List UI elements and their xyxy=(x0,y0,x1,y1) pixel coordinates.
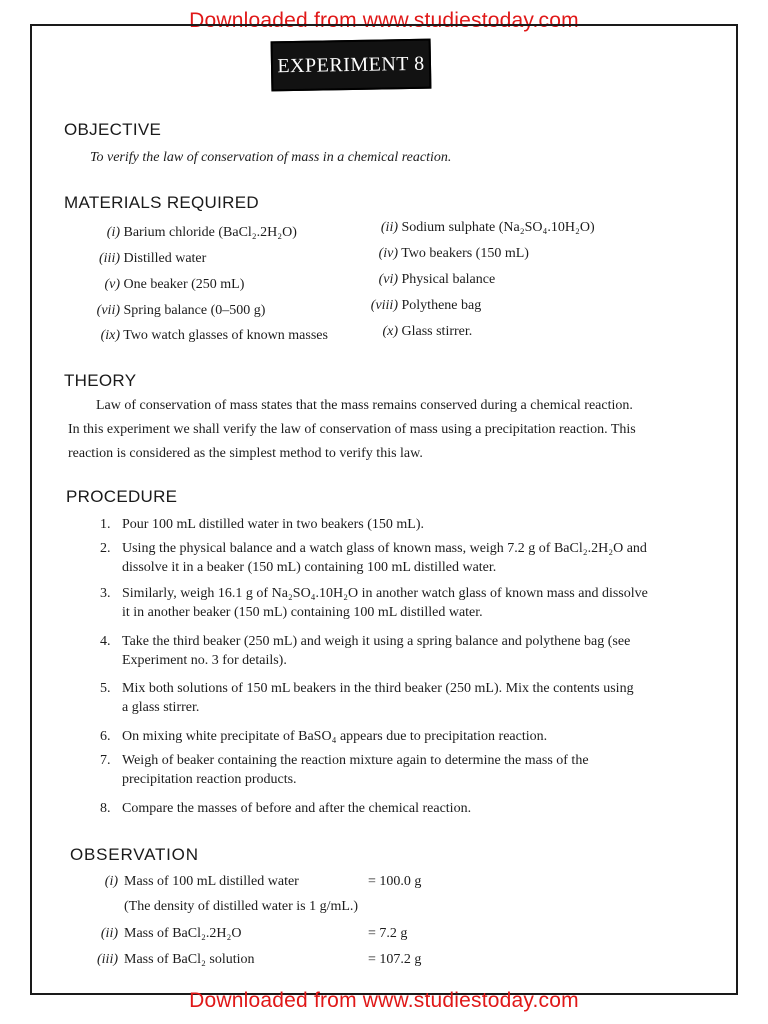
procedure-step: 3. Similarly, weigh 16.1 g of Na₂SO₄.10H₂O in another watch glass of known mass and dissolve it in another beaker (150 mL) containing 100 mL distilled water. xyxy=(100,586,648,620)
material-item: (v) One beaker (250 mL) xyxy=(104,277,245,292)
observation-row: (i) Mass of 100 mL distilled water = 100.0 g xyxy=(104,874,422,889)
material-item: (x) Glass stirrer. xyxy=(382,324,473,339)
procedure-step: 6. On mixing white precipitate of BaSO₄ appears due to precipitation reaction. xyxy=(100,729,548,744)
objective-text: To verify the law of conservation of mass in a chemical reaction. xyxy=(90,150,452,165)
download-banner-bottom: Downloaded from www.studiestoday.com xyxy=(189,989,579,1012)
observation-row: (ii) Mass of BaCl₂.2H₂O = 7.2 g xyxy=(100,926,408,941)
material-item: (iii) Distilled water xyxy=(99,251,207,266)
theory-heading: THEORY xyxy=(64,371,137,390)
material-item: (ii) Sodium sulphate (Na₂SO₄.10H₂O) xyxy=(380,220,595,235)
procedure-step: 4. Take the third beaker (250 mL) and weigh it using a spring balance and polythene bag (see Experiment no. 3 for details). xyxy=(100,634,631,668)
experiment-title: EXPERIMENT 8 xyxy=(277,52,425,77)
procedure-heading: PROCEDURE xyxy=(66,487,178,506)
observation-note: (The density of distilled water is 1 g/mL.) xyxy=(124,899,359,914)
experiment-title-tab xyxy=(271,39,432,92)
procedure-step: 8. Compare the masses of before and after the chemical reaction. xyxy=(100,801,472,816)
observation-row: (iii) Mass of BaCl₂ solution = 107.2 g xyxy=(97,952,422,967)
material-item: (viii) Polythene bag xyxy=(370,298,482,313)
objective-heading: OBJECTIVE xyxy=(64,120,162,139)
material-item: (vi) Physical balance xyxy=(378,272,496,287)
download-banner-top: Downloaded from www.studiestoday.com xyxy=(189,9,579,32)
observation-heading: OBSERVATION xyxy=(70,845,199,864)
theory-line: reaction is considered as the simplest method to verify this law. xyxy=(68,446,423,461)
procedure-step: 1. Pour 100 mL distilled water in two beakers (150 mL). xyxy=(100,517,424,532)
material-item: (vii) Spring balance (0–500 g) xyxy=(96,303,266,318)
material-item: (iv) Two beakers (150 mL) xyxy=(378,246,529,261)
material-item: (i) Barium chloride (BaCl₂.2H₂O) xyxy=(106,225,297,240)
procedure-step: 2. Using the physical balance and a watch glass of known mass, weigh 7.2 g of BaCl₂.2H₂O and dissolve it in a beaker (150 mL) containing 100 mL distilled water. xyxy=(100,541,647,575)
theory-line: Law of conservation of mass states that the mass remains conserved during a chemical reaction. xyxy=(96,398,633,413)
procedure-step: 7. Weigh of beaker containing the reaction mixture again to determine the mass of the precipitation reaction products. xyxy=(100,753,589,787)
material-item: (ix) Two watch glasses of known masses xyxy=(100,328,328,343)
procedure-step: 5. Mix both solutions of 150 mL beakers in the third beaker (250 mL). Mix the contents using a glass stirrer. xyxy=(100,681,634,715)
materials-heading: MATERIALS REQUIRED xyxy=(64,193,259,212)
theory-line: In this experiment we shall verify the law of conservation of mass using a precipitation reaction. This xyxy=(68,422,636,437)
